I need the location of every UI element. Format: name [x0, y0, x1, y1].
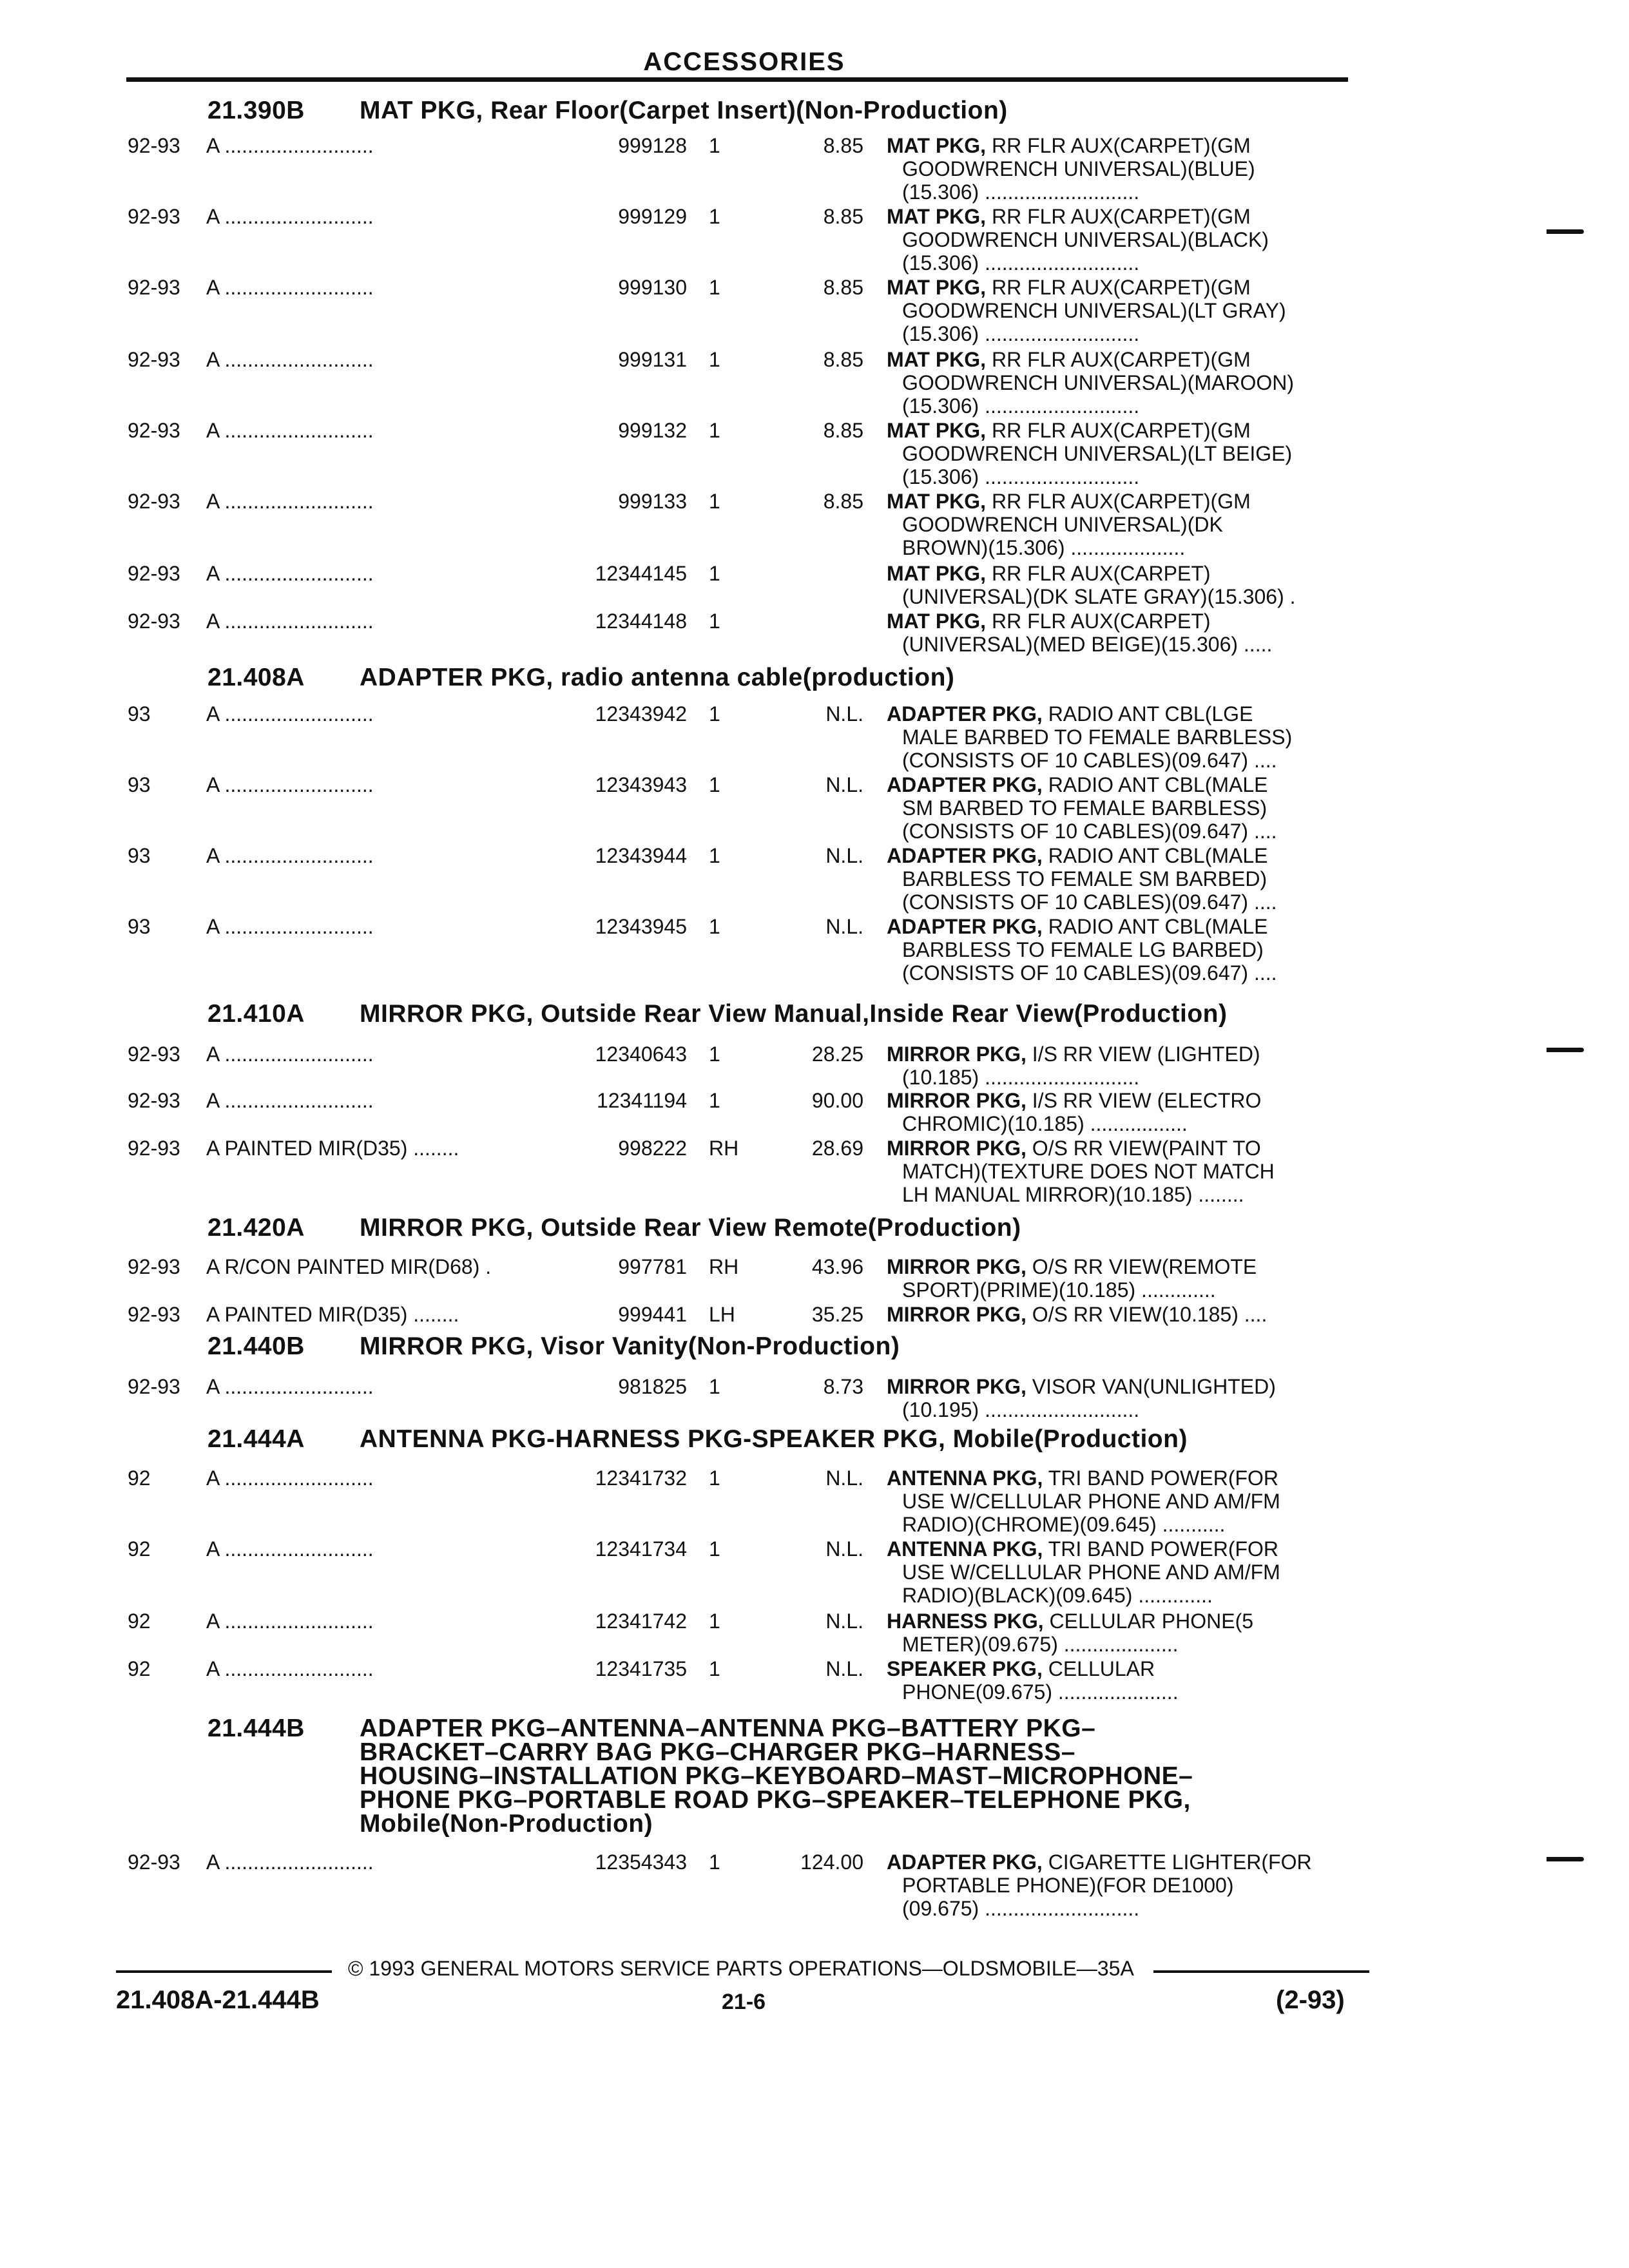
usage-code: A R/CON PAINTED MIR(D68) . [206, 1255, 492, 1278]
usage-code: A PAINTED MIR(D35) ........ [206, 1137, 459, 1160]
description-text: TRI BAND POWER(FOR [1043, 1466, 1279, 1490]
description-line: (15.306) ........................... [902, 180, 1140, 204]
section-title: MIRROR PKG, Outside Rear View Remote(Production) [360, 1214, 1021, 1242]
description-line [887, 419, 1357, 442]
description-line: BARBLESS TO FEMALE LG BARBED) [902, 938, 1264, 961]
usage-code: A .......................... [206, 773, 374, 796]
description-line: (15.306) ........................... [902, 465, 1140, 488]
price: 35.25 [811, 1303, 863, 1326]
change-marker [1547, 1857, 1584, 1861]
description-text: RR FLR AUX(CARPET)(GM [986, 348, 1251, 371]
section-title: ANTENNA PKG-HARNESS PKG-SPEAKER PKG, Mobile(Production) [360, 1425, 1188, 1453]
description-line [887, 1137, 1357, 1160]
part-number: 12340643 [595, 1043, 687, 1066]
part-number: 999441 [618, 1303, 687, 1326]
usage-code: A .......................... [206, 915, 374, 938]
model-years: 93 [128, 702, 151, 726]
description-line [887, 610, 1357, 633]
part-number: 997781 [618, 1255, 687, 1278]
usage-code: A .......................... [206, 276, 374, 299]
description-text: RR FLR AUX(CARPET)(GM [986, 276, 1251, 299]
section-code: 21.444B [207, 1715, 305, 1742]
change-marker [1547, 229, 1584, 234]
description-text: RADIO ANT CBL(LGE [1042, 702, 1253, 726]
price: N.L. [825, 773, 863, 796]
section-heading [207, 97, 1008, 125]
description-line: GOODWRENCH UNIVERSAL)(LT BEIGE) [902, 442, 1293, 465]
model-years: 92 [128, 1466, 151, 1490]
description-line [887, 134, 1357, 157]
description-line: (CONSISTS OF 10 CABLES)(09.647) .... [902, 890, 1277, 914]
part-number: 12341734 [595, 1537, 687, 1561]
description-line: USE W/CELLULAR PHONE AND AM/FM [902, 1561, 1280, 1584]
description-text: RR FLR AUX(CARPET)(GM [986, 205, 1251, 228]
section-code: 21.390B [207, 97, 305, 124]
description-text: RADIO ANT CBL(MALE [1042, 773, 1268, 796]
part-description [887, 1375, 1357, 1421]
description-line [887, 1657, 1357, 1680]
part-number: 999133 [618, 490, 687, 513]
description-line [887, 1089, 1357, 1112]
description-keyword: MAT PKG, [887, 562, 987, 585]
part-description [887, 1303, 1357, 1326]
part-number: 999130 [618, 276, 687, 299]
description-keyword: MAT PKG, [887, 610, 987, 633]
description-keyword: MIRROR PKG, [887, 1255, 1027, 1278]
quantity: 1 [709, 1537, 720, 1561]
section-code: 21.440B [207, 1332, 305, 1360]
model-years: 93 [128, 915, 151, 938]
description-keyword: MAT PKG, [887, 419, 987, 442]
description-line: PORTABLE PHONE)(FOR DE1000) [902, 1874, 1234, 1897]
model-years: 92-93 [128, 348, 180, 371]
description-line: (CONSISTS OF 10 CABLES)(09.647) .... [902, 820, 1277, 843]
part-description [887, 1089, 1357, 1135]
description-line [887, 1850, 1357, 1874]
quantity: LH [709, 1303, 735, 1326]
description-line: (UNIVERSAL)(MED BEIGE)(15.306) ..... [902, 633, 1273, 656]
part-description [887, 773, 1357, 843]
price: 8.85 [823, 134, 863, 157]
description-line: CHROMIC)(10.185) ................. [902, 1112, 1188, 1135]
quantity: 1 [709, 205, 720, 228]
part-number: 12354343 [595, 1850, 687, 1874]
part-number: 999128 [618, 134, 687, 157]
quantity: 1 [709, 134, 720, 157]
model-years: 92 [128, 1610, 151, 1633]
model-years: 92 [128, 1657, 151, 1680]
model-years: 92-93 [128, 490, 180, 513]
quantity: RH [709, 1137, 739, 1160]
usage-code: A .......................... [206, 702, 374, 726]
description-text: I/S RR VIEW (LIGHTED) [1026, 1043, 1260, 1066]
price: 8.85 [823, 205, 863, 228]
model-years: 92-93 [128, 1375, 180, 1398]
usage-code: A PAINTED MIR(D35) ........ [206, 1303, 459, 1326]
description-line: GOODWRENCH UNIVERSAL)(BLACK) [902, 228, 1269, 251]
description-keyword: HARNESS PKG, [887, 1610, 1044, 1633]
description-line: RADIO)(BLACK)(09.645) ............. [902, 1584, 1213, 1607]
part-description [887, 1850, 1357, 1920]
section-code: 21.444A [207, 1425, 305, 1453]
description-line [887, 1255, 1357, 1278]
section-title: ADAPTER PKG, radio antenna cable(production) [360, 664, 955, 691]
part-description [887, 1657, 1357, 1704]
description-line [887, 1375, 1357, 1398]
part-number: 999129 [618, 205, 687, 228]
quantity: RH [709, 1255, 739, 1278]
section-heading [207, 1214, 1021, 1242]
description-keyword: MIRROR PKG, [887, 1089, 1027, 1112]
price: N.L. [825, 915, 863, 938]
model-years: 92 [128, 1537, 151, 1561]
part-description [887, 134, 1357, 204]
description-text: CELLULAR [1042, 1657, 1155, 1680]
usage-code: A .......................... [206, 562, 374, 585]
part-number: 12341732 [595, 1466, 687, 1490]
description-line [887, 205, 1357, 228]
description-line: SPORT)(PRIME)(10.185) ............. [902, 1278, 1216, 1302]
description-text: O/S RR VIEW(10.185) .... [1026, 1303, 1268, 1326]
description-line: USE W/CELLULAR PHONE AND AM/FM [902, 1490, 1280, 1513]
part-number: 12341735 [595, 1657, 687, 1680]
model-years: 93 [128, 773, 151, 796]
description-text: RR FLR AUX(CARPET)(GM [986, 134, 1251, 157]
description-line: MATCH)(TEXTURE DOES NOT MATCH [902, 1160, 1275, 1183]
quantity: 1 [709, 610, 720, 633]
price: N.L. [825, 844, 863, 867]
description-keyword: MIRROR PKG, [887, 1375, 1027, 1398]
quantity: 1 [709, 562, 720, 585]
quantity: 1 [709, 702, 720, 726]
footer-page-number: 21-6 [722, 1990, 766, 2014]
usage-code: A .......................... [206, 205, 374, 228]
usage-code: A .......................... [206, 1657, 374, 1680]
description-keyword: MIRROR PKG, [887, 1137, 1027, 1160]
description-line [887, 1043, 1357, 1066]
description-line: (UNIVERSAL)(DK SLATE GRAY)(15.306) . [902, 585, 1296, 608]
part-description [887, 1043, 1357, 1089]
quantity: 1 [709, 1610, 720, 1633]
usage-code: A .......................... [206, 1043, 374, 1066]
section-title: ADAPTER PKG–ANTENNA–ANTENNA PKG–BATTERY PKG– BRACKET–CARRY BAG PKG–CHARGER PKG–HARNESS– HOUSING–INSTALLATION PKG–KEYBOARD–MAST–MICROPHONE– PHONE PKG–PORTABLE ROAD PKG–SPEAKER–TELEPHONE PKG, Mobile(Non-Production) [360, 1715, 1193, 1838]
part-description [887, 348, 1357, 418]
section-heading [207, 1425, 1188, 1454]
quantity: 1 [709, 915, 720, 938]
description-text: RR FLR AUX(CARPET) [986, 562, 1211, 585]
part-description [887, 276, 1357, 345]
part-description [887, 1137, 1357, 1206]
part-description [887, 1537, 1357, 1607]
quantity: 1 [709, 1043, 720, 1066]
description-text: CELLULAR PHONE(5 [1043, 1610, 1254, 1633]
description-line [887, 1303, 1357, 1326]
model-years: 92-93 [128, 419, 180, 442]
description-line [887, 1537, 1357, 1561]
description-text: CIGARETTE LIGHTER(FOR [1042, 1850, 1312, 1874]
usage-code: A .......................... [206, 610, 374, 633]
model-years: 92-93 [128, 276, 180, 299]
section-code: 21.410A [207, 1000, 305, 1028]
usage-code: A .......................... [206, 1610, 374, 1633]
description-keyword: MIRROR PKG, [887, 1303, 1027, 1326]
description-text: RADIO ANT CBL(MALE [1042, 915, 1268, 938]
description-keyword: ADAPTER PKG, [887, 702, 1043, 726]
usage-code: A .......................... [206, 490, 374, 513]
section-heading [207, 1716, 1193, 1836]
description-keyword: MAT PKG, [887, 348, 987, 371]
model-years: 92-93 [128, 1850, 180, 1874]
description-line: RADIO)(CHROME)(09.645) ........... [902, 1513, 1226, 1536]
description-line: (15.306) ........................... [902, 251, 1140, 274]
part-description [887, 490, 1357, 559]
description-line: (10.185) ........................... [902, 1066, 1140, 1089]
quantity: 1 [709, 348, 720, 371]
usage-code: A .......................... [206, 134, 374, 157]
description-keyword: MAT PKG, [887, 205, 987, 228]
description-line: (CONSISTS OF 10 CABLES)(09.647) .... [902, 749, 1277, 772]
description-keyword: ADAPTER PKG, [887, 915, 1043, 938]
description-keyword: ADAPTER PKG, [887, 1850, 1043, 1874]
price: 28.69 [811, 1137, 863, 1160]
part-number: 999132 [618, 419, 687, 442]
model-years: 92-93 [128, 205, 180, 228]
part-description [887, 419, 1357, 488]
description-keyword: ANTENNA PKG, [887, 1537, 1043, 1561]
description-line [887, 844, 1357, 867]
section-title: MIRROR PKG, Outside Rear View Manual,Inside Rear View(Production) [360, 1000, 1228, 1028]
copyright-notice: © 1993 GENERAL MOTORS SERVICE PARTS OPERATIONS—OLDSMOBILE—35A [348, 1957, 1134, 1980]
description-line: (CONSISTS OF 10 CABLES)(09.647) .... [902, 961, 1277, 985]
part-number: 12343942 [595, 702, 687, 726]
quantity: 1 [709, 1375, 720, 1398]
section-code: 21.408A [207, 664, 305, 691]
description-text: RADIO ANT CBL(MALE [1042, 844, 1268, 867]
part-number: 12344148 [595, 610, 687, 633]
description-line: BROWN)(15.306) .................... [902, 536, 1186, 559]
price: N.L. [825, 702, 863, 726]
section-heading [207, 1332, 900, 1361]
price: 124.00 [800, 1850, 863, 1874]
footer-rule-left [116, 1970, 332, 1973]
section-title: MAT PKG, Rear Floor(Carpet Insert)(Non-Production) [360, 97, 1008, 124]
quantity: 1 [709, 419, 720, 442]
description-text: I/S RR VIEW (ELECTRO [1026, 1089, 1262, 1112]
quantity: 1 [709, 1850, 720, 1874]
part-description [887, 702, 1357, 772]
part-number: 998222 [618, 1137, 687, 1160]
price: N.L. [825, 1537, 863, 1561]
description-line [887, 915, 1357, 938]
description-line: GOODWRENCH UNIVERSAL)(LT GRAY) [902, 299, 1286, 322]
description-text: O/S RR VIEW(PAINT TO [1026, 1137, 1261, 1160]
description-line [887, 490, 1357, 513]
description-line [887, 773, 1357, 796]
section-heading [207, 1000, 1227, 1028]
description-line: PHONE(09.675) ..................... [902, 1680, 1179, 1704]
description-line: GOODWRENCH UNIVERSAL)(DK [902, 513, 1223, 536]
part-number: 12343944 [595, 844, 687, 867]
model-years: 92-93 [128, 1303, 180, 1326]
quantity: 1 [709, 1466, 720, 1490]
price: 8.85 [823, 419, 863, 442]
description-line: GOODWRENCH UNIVERSAL)(BLUE) [902, 157, 1255, 180]
description-line: SM BARBED TO FEMALE BARBLESS) [902, 796, 1268, 820]
description-line [887, 1466, 1357, 1490]
model-years: 92-93 [128, 610, 180, 633]
model-years: 92-93 [128, 1089, 180, 1112]
footer-section-range: 21.408A-21.444B [116, 1986, 320, 2014]
model-years: 92-93 [128, 562, 180, 585]
price: N.L. [825, 1466, 863, 1490]
part-description [887, 1466, 1357, 1536]
price: 8.85 [823, 348, 863, 371]
footer-date: (2-93) [1276, 1986, 1345, 2014]
price: 8.85 [823, 490, 863, 513]
quantity: 1 [709, 1657, 720, 1680]
description-keyword: MAT PKG, [887, 134, 987, 157]
usage-code: A .......................... [206, 1537, 374, 1561]
model-years: 92-93 [128, 1137, 180, 1160]
part-number: 12341742 [595, 1610, 687, 1633]
description-line [887, 562, 1357, 585]
part-number: 999131 [618, 348, 687, 371]
part-description [887, 562, 1357, 608]
description-line: GOODWRENCH UNIVERSAL)(MAROON) [902, 371, 1295, 394]
part-number: 12343943 [595, 773, 687, 796]
description-text: RR FLR AUX(CARPET)(GM [986, 419, 1251, 442]
part-description [887, 844, 1357, 914]
usage-code: A .......................... [206, 1466, 374, 1490]
description-line: LH MANUAL MIRROR)(10.185) ........ [902, 1183, 1244, 1206]
description-text: RR FLR AUX(CARPET)(GM [986, 490, 1251, 513]
description-line: (15.306) ........................... [902, 394, 1140, 418]
price: N.L. [825, 1610, 863, 1633]
description-text: RR FLR AUX(CARPET) [986, 610, 1211, 633]
change-marker [1547, 1048, 1584, 1052]
usage-code: A .......................... [206, 348, 374, 371]
usage-code: A .......................... [206, 844, 374, 867]
description-line: METER)(09.675) .................... [902, 1633, 1179, 1656]
description-text: VISOR VAN(UNLIGHTED) [1026, 1375, 1276, 1398]
description-line [887, 276, 1357, 299]
price: 8.73 [823, 1375, 863, 1398]
price: 43.96 [811, 1255, 863, 1278]
description-line [887, 348, 1357, 371]
part-description [887, 1610, 1357, 1656]
part-number: 12343945 [595, 915, 687, 938]
description-text: TRI BAND POWER(FOR [1043, 1537, 1279, 1561]
description-line: BARBLESS TO FEMALE SM BARBED) [902, 867, 1268, 890]
model-years: 93 [128, 844, 151, 867]
description-line [887, 702, 1357, 726]
usage-code: A .......................... [206, 1089, 374, 1112]
description-line: MALE BARBED TO FEMALE BARBLESS) [902, 726, 1293, 749]
description-keyword: ADAPTER PKG, [887, 773, 1043, 796]
quantity: 1 [709, 276, 720, 299]
part-description [887, 1255, 1357, 1302]
description-keyword: SPEAKER PKG, [887, 1657, 1043, 1680]
page-title: ACCESSORIES [643, 48, 845, 76]
price: N.L. [825, 1657, 863, 1680]
description-keyword: ADAPTER PKG, [887, 844, 1043, 867]
part-description [887, 205, 1357, 274]
part-description [887, 610, 1357, 656]
model-years: 92-93 [128, 134, 180, 157]
quantity: 1 [709, 490, 720, 513]
description-line: (10.195) ........................... [902, 1398, 1140, 1421]
section-code: 21.420A [207, 1214, 305, 1242]
description-line: (09.675) ........................... [902, 1897, 1140, 1920]
usage-code: A .......................... [206, 1850, 374, 1874]
part-number: 981825 [618, 1375, 687, 1398]
description-text: O/S RR VIEW(REMOTE [1026, 1255, 1257, 1278]
quantity: 1 [709, 1089, 720, 1112]
part-description [887, 915, 1357, 985]
model-years: 92-93 [128, 1255, 180, 1278]
usage-code: A .......................... [206, 419, 374, 442]
section-title: MIRROR PKG, Visor Vanity(Non-Production) [360, 1332, 900, 1360]
section-heading [207, 664, 954, 692]
description-keyword: MAT PKG, [887, 276, 987, 299]
price: 8.85 [823, 276, 863, 299]
usage-code: A .......................... [206, 1375, 374, 1398]
header-rule [126, 77, 1348, 82]
description-line [887, 1610, 1357, 1633]
description-keyword: ANTENNA PKG, [887, 1466, 1043, 1490]
description-line: (15.306) ........................... [902, 322, 1140, 345]
quantity: 1 [709, 844, 720, 867]
description-keyword: MIRROR PKG, [887, 1043, 1027, 1066]
quantity: 1 [709, 773, 720, 796]
description-keyword: MAT PKG, [887, 490, 987, 513]
part-number: 12344145 [595, 562, 687, 585]
footer-rule-right [1153, 1970, 1369, 1973]
part-number: 12341194 [597, 1089, 687, 1112]
price: 28.25 [811, 1043, 863, 1066]
price: 90.00 [811, 1089, 863, 1112]
model-years: 92-93 [128, 1043, 180, 1066]
